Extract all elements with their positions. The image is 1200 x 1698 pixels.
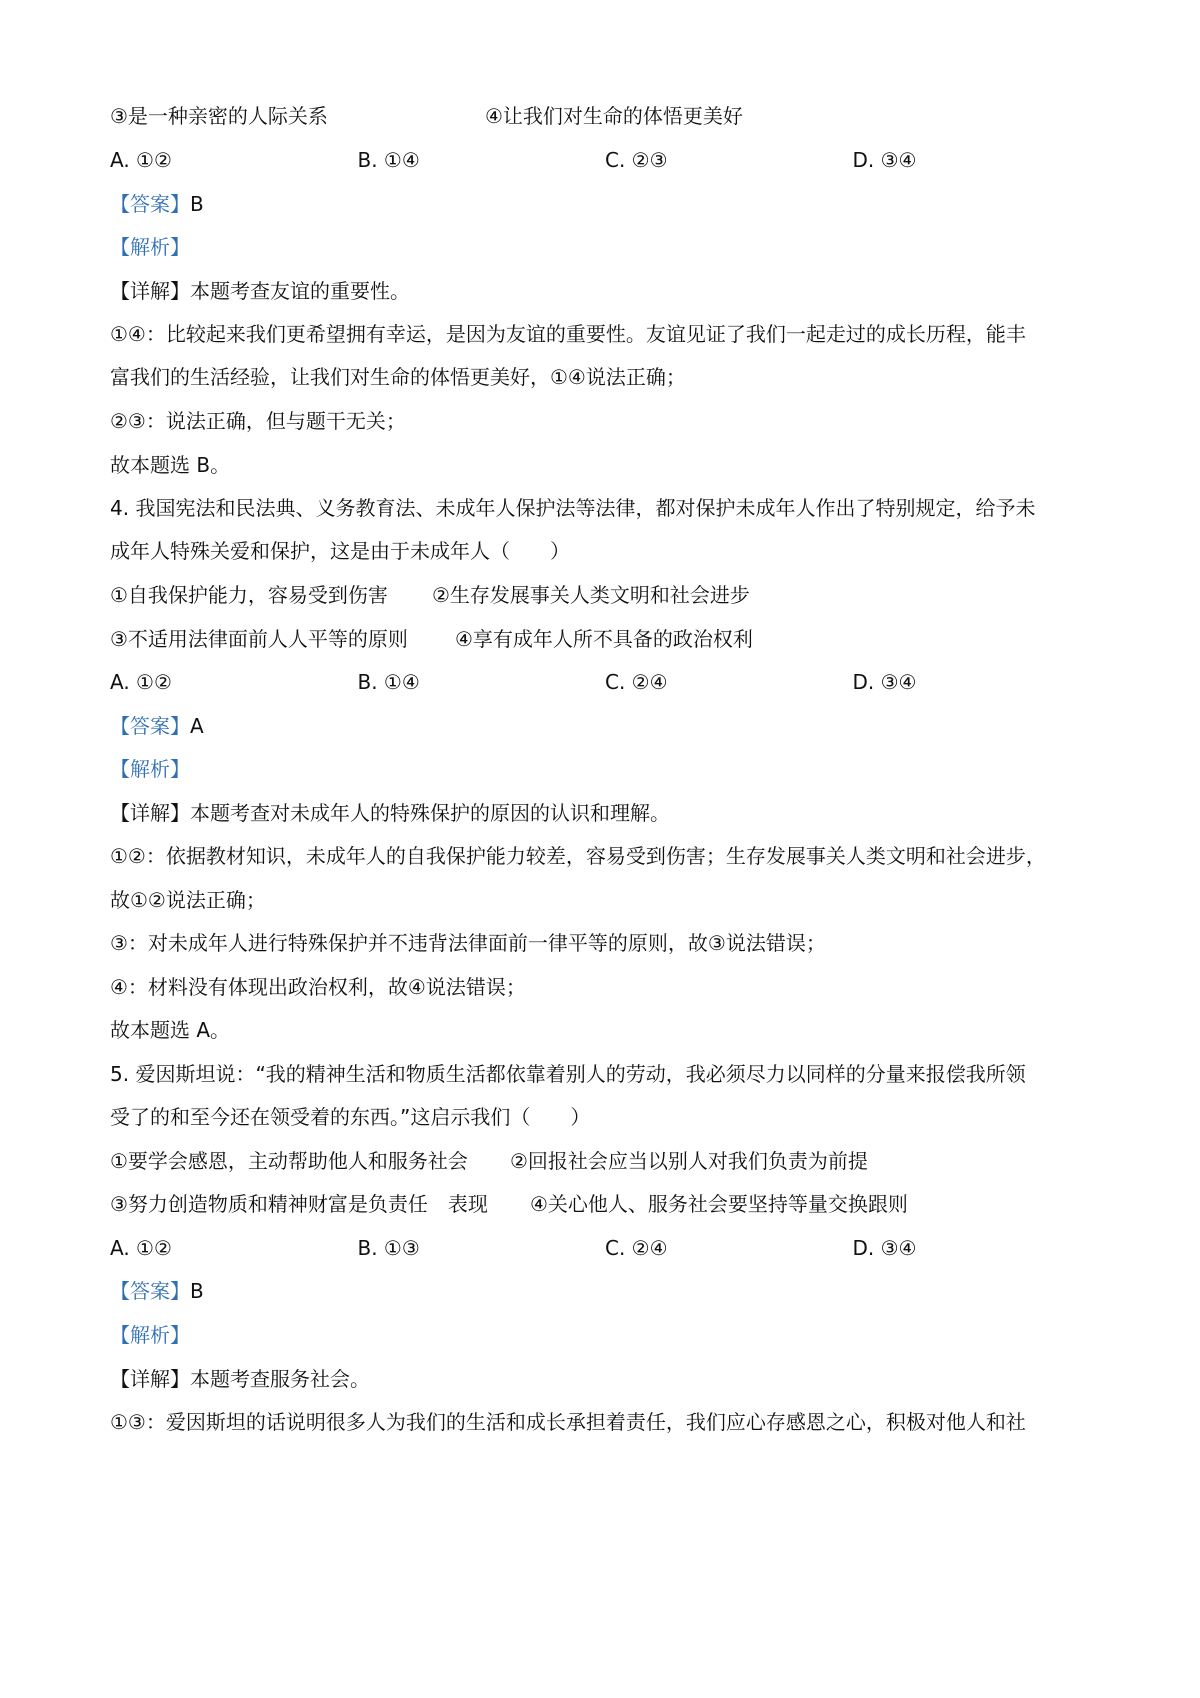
q5-statement-row-1 xyxy=(110,1147,1100,1175)
q3-detail: 【详解】本题考查友谊的重要性。 xyxy=(110,279,410,303)
q3-answer xyxy=(110,190,1100,218)
option-a: A. ①② xyxy=(110,148,172,172)
statement-3: ③不适用法律面前人人平等的原则 xyxy=(110,627,408,651)
q4-statement-row-1 xyxy=(110,581,1100,609)
statement-1: ①自我保护能力，容易受到伤害 xyxy=(110,583,388,607)
q4-statement-row-2 xyxy=(110,625,1100,653)
option-d: D. ③④ xyxy=(852,1236,917,1260)
statement-2: ②回报社会应当以别人对我们负责为前提 xyxy=(510,1149,868,1173)
statement-3: ③是一种亲密的人际关系 xyxy=(110,104,328,128)
q4-stem-1: 4. 我国宪法和民法典、义务教育法、未成年人保护法等法律，都对保护未成年人作出了特别规定，给予未 xyxy=(110,496,1036,520)
q3-analysis-tag: 【解析】 xyxy=(110,235,190,259)
q4-explanation-1a: ①②：依据教材知识，未成年人的自我保护能力较差，容易受到伤害；生存发展事关人类文明和社会进步， xyxy=(110,844,1046,868)
q3-explanation-1b: 富我们的生活经验，让我们对生命的体悟更美好，①④说法正确； xyxy=(110,365,686,389)
answer-tag: 【答案】 xyxy=(110,714,190,738)
option-d: D. ③④ xyxy=(852,148,917,172)
statement-3: ③努力创造物质和精神财富是负责任 表现 xyxy=(110,1192,488,1216)
q4-conclusion: 故本题选 A。 xyxy=(110,1018,231,1042)
q5-answer xyxy=(110,1277,1100,1305)
answer-value: A xyxy=(190,714,204,738)
option-b: B. ①④ xyxy=(357,670,420,694)
q3-explanation-1a: ①④：比较起来我们更希望拥有幸运，是因为友谊的重要性。友谊见证了我们一起走过的成长历程，能丰 xyxy=(110,322,1026,346)
q4-options xyxy=(110,668,1100,696)
q5-analysis-tag: 【解析】 xyxy=(110,1323,190,1347)
q5-options xyxy=(110,1234,1100,1262)
q5-detail: 【详解】本题考查服务社会。 xyxy=(110,1367,370,1391)
statement-row xyxy=(110,102,1100,130)
q5-explanation-1a: ①③：爱因斯坦的话说明很多人为我们的生活和成长承担着责任，我们应心存感恩之心，积极对他人和社 xyxy=(110,1410,1026,1434)
statement-4: ④关心他人、服务社会要坚持等量交换跟则 xyxy=(530,1192,908,1216)
option-a: A. ①② xyxy=(110,1236,172,1260)
statement-4: ④让我们对生命的体悟更美好 xyxy=(485,104,743,128)
q3-conclusion: 故本题选 B。 xyxy=(110,453,231,477)
q5-statement-row-2 xyxy=(110,1190,1100,1218)
answer-tag: 【答案】 xyxy=(110,1279,190,1303)
q4-explanation-3: ④：材料没有体现出政治权利，故④说法错误； xyxy=(110,975,526,999)
option-b: B. ①④ xyxy=(357,148,420,172)
option-d: D. ③④ xyxy=(852,670,917,694)
statement-1: ①要学会感恩，主动帮助他人和服务社会 xyxy=(110,1149,468,1173)
option-a: A. ①② xyxy=(110,670,172,694)
q3-options xyxy=(110,146,1100,174)
q4-stem-2: 成年人特殊关爱和保护，这是由于未成年人（ ） xyxy=(110,539,570,563)
statement-4: ④享有成年人所不具备的政治权利 xyxy=(455,627,753,651)
q4-answer xyxy=(110,712,1100,740)
answer-value: B xyxy=(190,1279,204,1303)
option-b: B. ①③ xyxy=(357,1236,420,1260)
q5-stem-1: 5. 爱因斯坦说：“我的精神生活和物质生活都依靠着别人的劳动，我必须尽力以同样的分量来报偿我所领 xyxy=(110,1062,1026,1086)
q5-stem-2: 受了的和至今还在领受着的东西。”这启示我们（ ） xyxy=(110,1105,591,1129)
q4-analysis-tag: 【解析】 xyxy=(110,757,190,781)
q4-detail: 【详解】本题考查对未成年人的特殊保护的原因的认识和理解。 xyxy=(110,801,670,825)
answer-tag: 【答案】 xyxy=(110,192,190,216)
q4-explanation-2: ③：对未成年人进行特殊保护并不违背法律面前一律平等的原则，故③说法错误； xyxy=(110,931,826,955)
option-c: C. ②④ xyxy=(605,670,668,694)
answer-value: B xyxy=(190,192,204,216)
q4-explanation-1b: 故①②说法正确； xyxy=(110,888,266,912)
option-c: C. ②④ xyxy=(605,1236,668,1260)
option-c: C. ②③ xyxy=(605,148,668,172)
q3-explanation-2: ②③：说法正确，但与题干无关； xyxy=(110,409,406,433)
statement-2: ②生存发展事关人类文明和社会进步 xyxy=(432,583,750,607)
